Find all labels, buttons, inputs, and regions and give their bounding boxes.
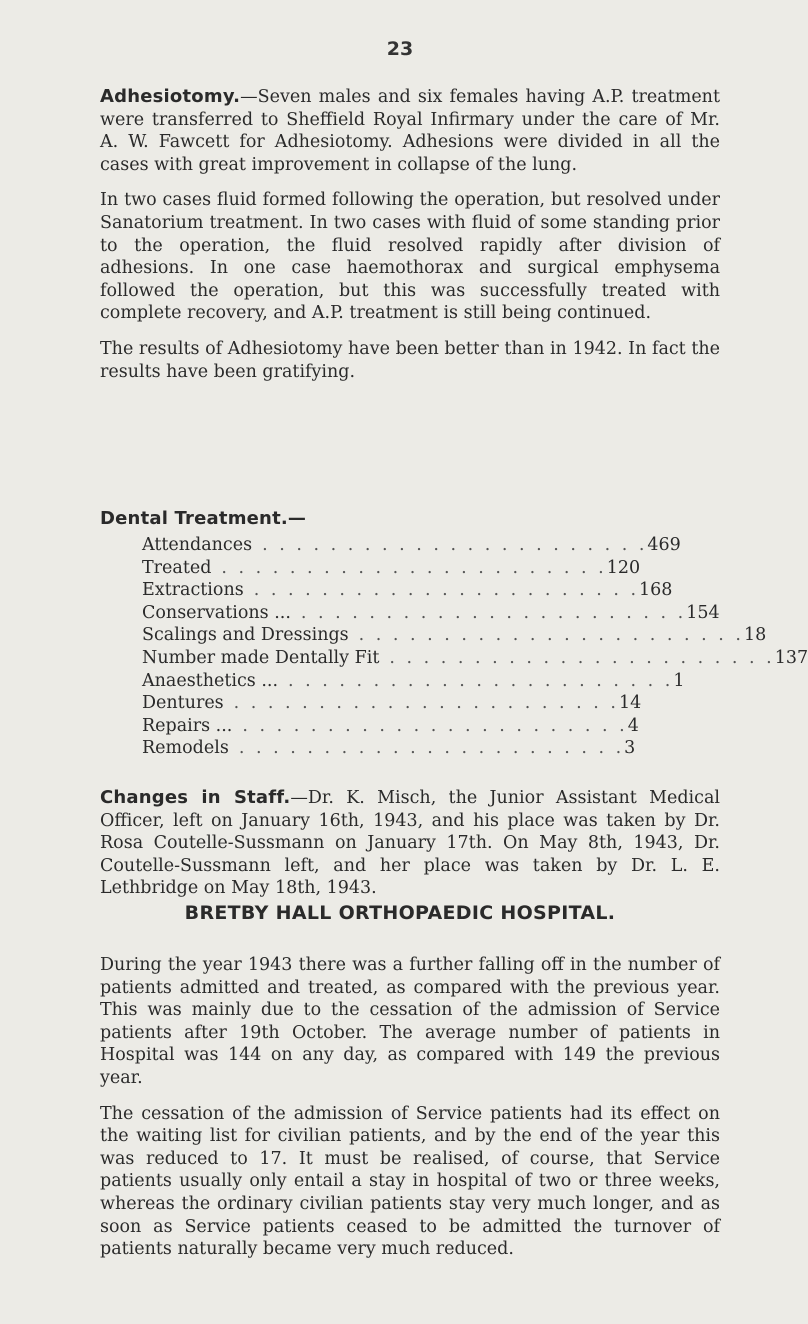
staff-text: —Dr. K. Misch, the Junior Assistant Medical Officer, left on January 16th, 1943, and his place was taken by Dr. Rosa Coutelle-Sussmann on January 17th. On May 8th, 1943, Dr. Coutelle-Sussmann left, and her place was taken by Dr. L. E. Lethbridge on May 18th, 1943. (100, 788, 720, 899)
adhesiotomy-section (100, 86, 720, 383)
dental-row: Anaesthetics ... . . . . . . . . . . . . . . . . . . . . . . . 1 (142, 670, 685, 691)
dental-row-label: Remodels (142, 738, 229, 759)
dental-row: Extractions . . . . . . . . . . . . . . . . . . . . . . . 168 (142, 580, 673, 601)
dental-row-value: 4 (627, 715, 639, 736)
dental-row-label: Number made Dentally Fit (142, 647, 380, 668)
dental-row: Remodels . . . . . . . . . . . . . . . . . . . . . . . 3 (142, 738, 636, 759)
dental-heading: Dental Treatment.— (100, 508, 307, 529)
dental-row-label: Scalings and Dressings (142, 625, 349, 646)
dental-row-value: 3 (624, 738, 636, 759)
bretby-paragraph-2: The cessation of the admission of Service patients had its effect on the waiting list for civilian patients, and by the end of the year this was reduced to 17. It must be realised, of course, that Service patients usually only entail a stay in hospital of two or three weeks, whereas the ordinary civilian patients stay very much longer, and as soon as Service patients ceased to be admitted the turnover of patients naturally became very much reduced. (100, 1103, 720, 1260)
dental-row: Attendances . . . . . . . . . . . . . . . . . . . . . . . 469 (142, 535, 681, 555)
bretby-section (100, 954, 720, 1261)
dental-row: Repairs ... . . . . . . . . . . . . . . . . . . . . . . . 4 (142, 715, 639, 736)
dental-row-value: 137 (774, 647, 808, 668)
dental-row-label: Anaesthetics ... (142, 670, 279, 691)
adhesiotomy-text-1: —Seven males and six females having A.P. treatment were transferred to Sheffield Royal Infirmary under the care of Mr. A. W. Fawcett for Adhesiotomy. Adhesions were divided in all the cases with great improvement in collapse of the lung. (100, 87, 720, 175)
dental-row: Number made Dentally Fit . . . . . . . . . . . . . . . . . . . . . . . 137 (142, 647, 808, 668)
dental-row: Scalings and Dressings . . . . . . . . . . . . . . . . . . . . . . . 18 (142, 625, 767, 646)
bretby-heading: BRETBY HALL ORTHOPAEDIC HOSPITAL. (184, 902, 616, 924)
dental-row-label: Extractions (142, 580, 244, 601)
staff-paragraph (100, 787, 720, 900)
dental-row: Dentures . . . . . . . . . . . . . . . . . . . . . . . 14 (142, 693, 642, 714)
adhesiotomy-heading: Adhesiotomy. (100, 86, 241, 107)
staff-section (100, 787, 720, 900)
dental-row-label: Repairs ... (142, 715, 233, 736)
dental-row-value: 154 (686, 602, 720, 623)
dental-row-value: 1 (673, 670, 685, 691)
dental-row: Conservations ... . . . . . . . . . . . . . . . . . . . . . . . 154 (142, 602, 720, 623)
dental-row-value: 18 (744, 625, 767, 646)
dental-row-value: 469 (647, 535, 681, 555)
dental-row-value: 168 (639, 580, 673, 601)
adhesiotomy-paragraph-1 (100, 86, 720, 176)
dental-table (142, 534, 808, 760)
adhesiotomy-paragraph-2: In two cases fluid formed following the operation, but resolved under Sanatorium treatment. In two cases with fluid of some standing prior to the operation, the fluid resolved rapidly after division of adhesions. In one case haemothorax and surgical emphysema followed the operation, but this was successfully treated with complete recovery, and A.P. treatment is still being continued. (100, 190, 720, 324)
page-number: 23 (386, 38, 414, 60)
staff-heading: Changes in Staff. (100, 787, 291, 808)
dental-row-value: 120 (606, 557, 641, 578)
dental-row: Treated . . . . . . . . . . . . . . . . . . . . . . . 120 (142, 557, 641, 578)
dental-row-label: Attendances (142, 535, 253, 555)
dental-row-label: Conservations ... (142, 602, 291, 623)
dental-row-label: Dentures (142, 693, 224, 714)
dental-row-value: 14 (619, 693, 642, 714)
dental-row-label: Treated (142, 557, 212, 578)
adhesiotomy-paragraph-3: The results of Adhesiotomy have been better than in 1942. In fact the results have been gratifying. (100, 338, 720, 382)
bretby-paragraph-1: During the year 1943 there was a further falling off in the number of patients admitted and treated, as compared with the previous year. This was mainly due to the cessation of the admission of Service patients after 19th October. The average number of patients in Hospital was 144 on any day, as compared with 149 the previous year. (100, 955, 720, 1088)
